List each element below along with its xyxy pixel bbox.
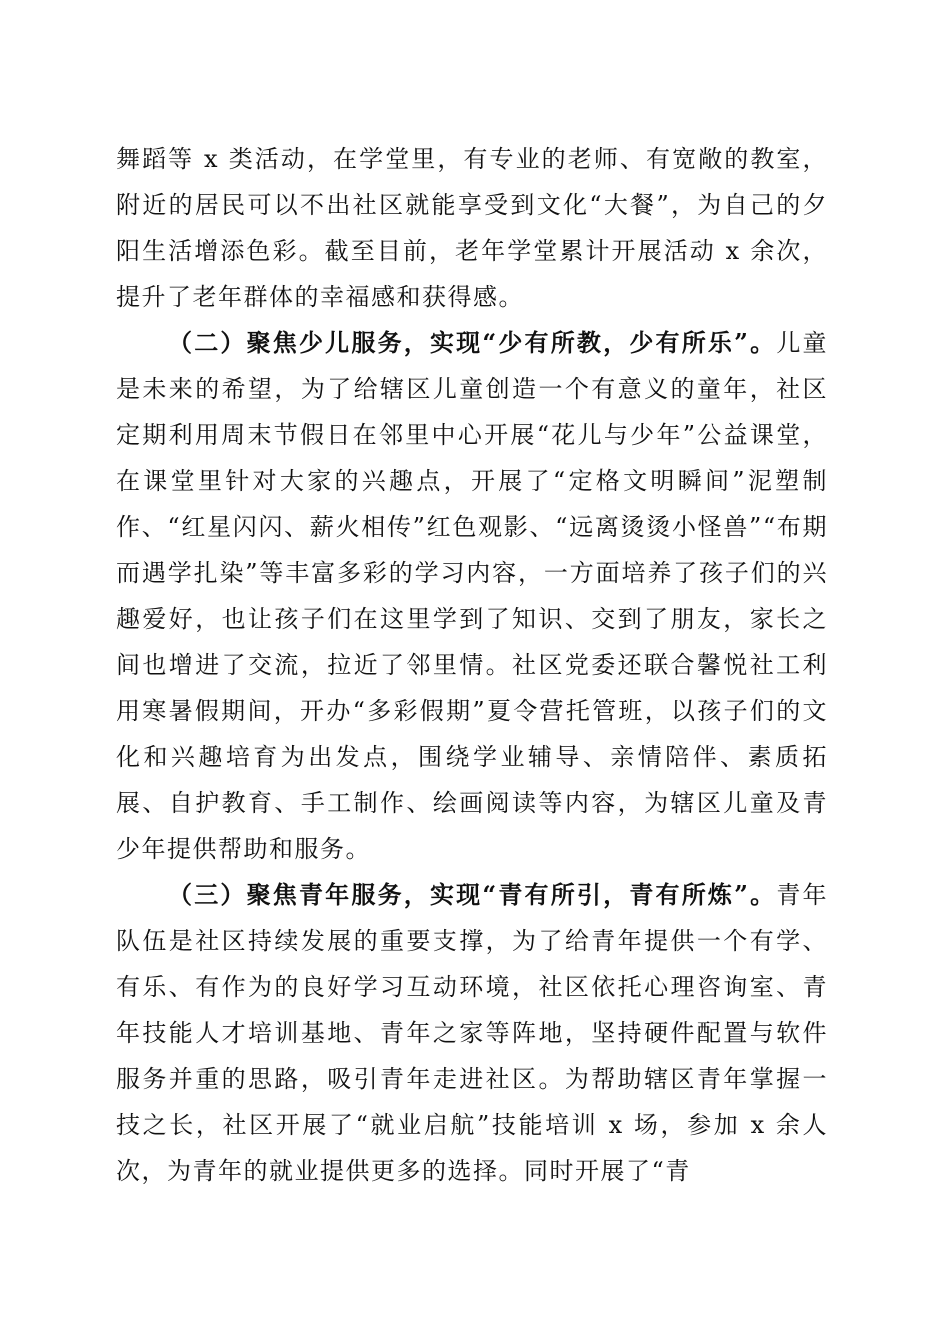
paragraph-children-service [116, 320, 828, 872]
paragraph-text: 青年队伍是社区持续发展的重要支撑，为了给青年提供一个有学、有乐、有作为的良好学习互动环境，社区依托心理咨询室、青年技能人才培训基地、青年之家等阵地，坚持硬件配置与软件服务并重的思路，吸引青年走进社区。为帮助辖区青年掌握一技之长，社区开展了“就业启航”技能培训 x 场，参加 x 余人次，为青年的就业提供更多的选择。同时开展了“青 [116, 881, 829, 1185]
paragraph-text: 儿童是未来的希望，为了给辖区儿童创造一个有意义的童年，社区定期利用周末节假日在邻里中心开展“花儿与少年”公益课堂，在课堂里针对大家的兴趣点，开展了“定格文明瞬间”泥塑制作、“红星闪闪、薪火相传”红色观影、“远离烫烫小怪兽”“布期而遇学扎染”等丰富多彩的学习内容，一方面培养了孩子们的兴趣爱好，也让孩子们在这里学到了知识、交到了朋友，家长之间也增进了交流，拉近了邻里情。社区党委还联合馨悦社工利用寒暑假期间，开办“多彩假期”夏令营托管班，以孩子们的文化和兴趣培育为出发点，围绕学业辅导、亲情陪伴、素质拓展、自护教育、手工制作、绘画阅读等内容，为辖区儿童及青少年提供帮助和服务。 [116, 329, 829, 863]
paragraph-elderly-continued [116, 136, 828, 320]
section-heading-youth: （三）聚焦青年服务，实现“青有所引，青有所炼”。 [168, 880, 777, 909]
section-heading-children: （二）聚焦少儿服务，实现“少有所教，少有所乐”。 [168, 328, 777, 357]
paragraph-text: 舞蹈等 x 类活动，在学堂里，有专业的老师、有宽敞的教室，附近的居民可以不出社区就能享受到文化“大餐”，为自己的夕阳生活增添色彩。截至目前，老年学堂累计开展活动 x 余次，提升了老年群体的幸福感和获得感。 [116, 145, 828, 311]
paragraph-youth-service [116, 872, 828, 1194]
document-body [116, 136, 828, 1194]
